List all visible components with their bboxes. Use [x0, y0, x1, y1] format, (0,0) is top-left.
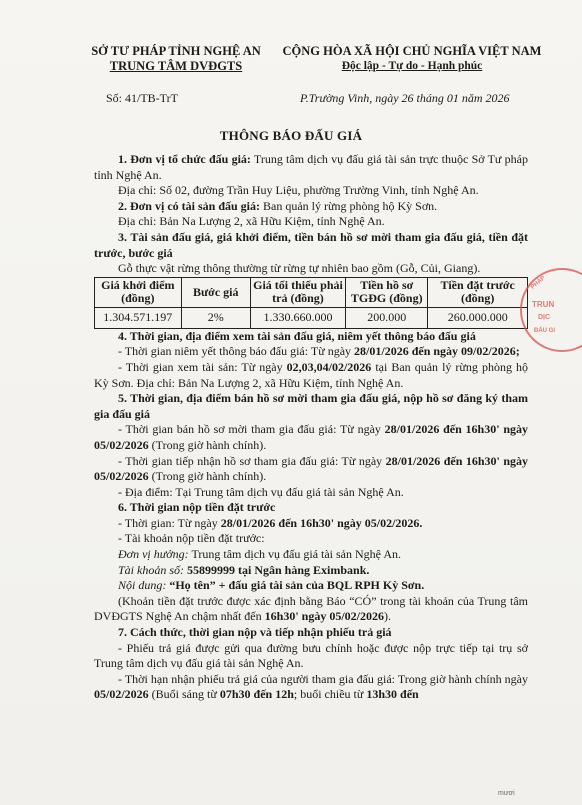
section-6-note	[94, 594, 528, 625]
section-3-asset: Gỗ thực vật rừng thông thường từ rừng tự nhiên bao gồm (Gỗ, Củi, Giang).	[118, 261, 481, 276]
section-2-address: Địa chỉ: Bản Na Lượng 2, xã Hữu Kiệm, tỉnh Nghệ An.	[118, 214, 385, 229]
section-5-place: - Địa điểm: Tại Trung tâm dịch vụ đấu giá tài sản Nghệ An.	[118, 484, 404, 499]
section-6-account	[94, 563, 528, 579]
text-run: - Thời gian niêm yết thông báo đấu giá: Từ ngày	[118, 344, 355, 359]
country-name: CỘNG HÒA XÃ HỘI CHỦ NGHĨA VIỆT NAM	[282, 44, 542, 58]
section-1	[94, 152, 528, 183]
page-edge-text: mươi	[498, 790, 515, 797]
section-5-receiving	[94, 454, 528, 485]
table-row	[95, 307, 528, 328]
section-6-content	[94, 578, 528, 594]
text-run: ).	[384, 609, 391, 624]
stamp-text: DỊC	[538, 314, 551, 321]
section-1-address: Địa chỉ: Số 02, đường Trần Huy Liệu, phường Trường Vinh, tỉnh Nghệ An.	[118, 183, 479, 198]
text-run: (Trong giờ hành chính).	[148, 437, 267, 452]
table-header-cell: Giá tối thiểu phải trả (đồng)	[250, 277, 345, 307]
bid-date: 05/02/2026	[94, 687, 149, 702]
section-1-heading: 1. Đơn vị tổ chức đấu giá:	[118, 152, 251, 166]
afternoon-hours: 13h30 đến	[366, 687, 419, 702]
text-run: (Trong giờ hành chính).	[148, 469, 267, 484]
section-5-selling	[94, 422, 528, 453]
section-7-method: - Phiếu trả giá được gửi qua đường bưu chính hoặc được nộp trực tiếp tại trụ sở Trung tâm dịch vụ đấu giá tài sản Nghệ An.	[94, 640, 528, 671]
table-cell: 200.000	[346, 307, 428, 328]
section-4-viewing	[94, 360, 528, 391]
posting-dates: 28/01/2026 đến ngày 09/02/2026;	[354, 344, 520, 359]
table-header-row	[95, 277, 528, 307]
beneficiary-label: Đơn vị hưởng:	[118, 547, 189, 562]
section-1-text: Trung tâm dịch vụ đấu giá tài sản trực thuộc Sở Tư pháp tỉnh Nghệ An.	[94, 152, 528, 182]
text-run: - Thời gian bán hồ sơ mời tham gia đấu giá: Từ ngày	[118, 422, 385, 437]
section-2-heading: 2. Đơn vị có tài sản đấu giá:	[118, 198, 260, 213]
deposit-deadline: 16h30' ngày 05/02/2026	[264, 609, 384, 624]
receiving-period: 28/01/2026 đến 16h30' ngày 05/02/2026	[94, 453, 528, 484]
stamp-text: ĐẤU GI	[534, 328, 555, 334]
text-run: - Thời gian: Từ ngày	[118, 515, 221, 530]
issuing-agency	[76, 44, 276, 74]
selling-period: 28/01/2026 đến 16h30' ngày 05/02/2026	[94, 422, 528, 452]
document-number: Số: 41/TB-TrT	[106, 91, 178, 105]
section-6-account-intro: - Tài khoản nộp tiền đặt trước:	[118, 531, 265, 546]
section-5-heading: 5. Thời gian, địa điểm bán hồ sơ mời tham gia đấu giá, nộp hồ sơ đăng ký tham gia đấu giá	[94, 391, 528, 421]
morning-hours: 07h30 đến 12h	[219, 687, 294, 702]
document-title: THÔNG BÁO ĐẤU GIÁ	[219, 128, 363, 143]
content-value: “Họ tên” + đấu giá tài sản của BQL RPH Kỳ Sơn.	[166, 578, 425, 593]
text-run: (Khoản tiền đặt trước được xác định bằng Báo “CÓ” trong tài khoản của Trung tâm DVĐGTS Nghệ An chậm nhất đến	[94, 593, 528, 624]
section-7-heading: 7. Cách thức, thời gian nộp và tiếp nhận phiếu trả giá	[118, 625, 392, 640]
national-motto: Độc lập - Tự do - Hạnh phúc	[341, 60, 483, 72]
section-2	[94, 199, 528, 215]
red-seal-stamp	[520, 268, 582, 352]
section-6-beneficiary	[94, 547, 528, 563]
agency-line-1: SỞ TƯ PHÁP TỈNH NGHỆ AN	[91, 44, 261, 58]
table-header-cell: Tiền đặt trước (đồng)	[428, 277, 528, 307]
agency-line-2: TRUNG TÂM DVĐGTS	[109, 59, 243, 73]
text-run: tại Ban quản lý rừng phòng hộ Kỳ Sơn. Địa chỉ: Bản Na Lượng 2, xã Hữu Kiệm, tỉnh Nghệ An.	[94, 359, 528, 390]
table-cell: 260.000.000	[428, 307, 528, 328]
section-4-heading: 4. Thời gian, địa điểm xem tài sản đấu giá, niêm yết thông báo đấu giá	[118, 328, 476, 343]
section-2-text: Ban quản lý rừng phòng hộ Kỳ Sơn.	[260, 198, 438, 213]
text-run: - Thời hạn nhận phiếu trả giá của người tham gia đấu giá: Trong giờ hành chính ngày	[118, 671, 528, 686]
beneficiary-value: Trung tâm dịch vụ đấu giá tài sản Nghệ An.	[188, 547, 402, 562]
section-6-time	[94, 516, 528, 532]
section-6-heading: 6. Thời gian nộp tiền đặt trước	[118, 500, 276, 515]
table-header-cell: Tiền hồ sơ TGĐG (đồng)	[346, 277, 428, 307]
table-cell: 1.304.571.197	[95, 307, 182, 328]
auction-table	[94, 277, 528, 329]
stamp-text: TRUN	[532, 300, 555, 309]
text-run: (Buổi sáng từ	[148, 687, 220, 702]
section-3-heading: 3. Tài sản đấu giá, giá khởi điểm, tiền bán hồ sơ mời tham gia đấu giá, tiền đặt trước, bước giá	[94, 229, 528, 260]
deposit-period: 28/01/2026 đến 16h30' ngày 05/02/2026.	[220, 515, 423, 530]
stamp-text: PHÁP	[530, 275, 547, 291]
account-value: 55899999 tại Ngân hàng Eximbank.	[184, 562, 370, 577]
table-cell: 1.330.660.000	[250, 307, 345, 328]
text-run: ; buổi chiều từ	[293, 687, 367, 702]
content-label: Nội dung:	[118, 578, 167, 593]
table-header-cell: Giá khởi điểm (đồng)	[95, 277, 182, 307]
account-label: Tài khoản số:	[118, 562, 184, 577]
table-cell: 2%	[181, 307, 250, 328]
viewing-dates: 02,03,04/02/2026	[286, 359, 372, 374]
document-date: P.Trường Vinh, ngày 26 tháng 01 năm 2026	[300, 91, 510, 105]
section-7-deadline	[94, 672, 528, 703]
national-header	[262, 44, 562, 74]
text-run: - Thời gian xem tài sản: Từ ngày	[118, 359, 287, 374]
text-run: - Thời gian tiếp nhận hồ sơ tham gia đấu giá: Từ ngày	[118, 453, 386, 468]
table-header-cell: Bước giá	[181, 277, 250, 307]
section-4-posting	[94, 344, 528, 360]
document-body	[94, 152, 528, 703]
